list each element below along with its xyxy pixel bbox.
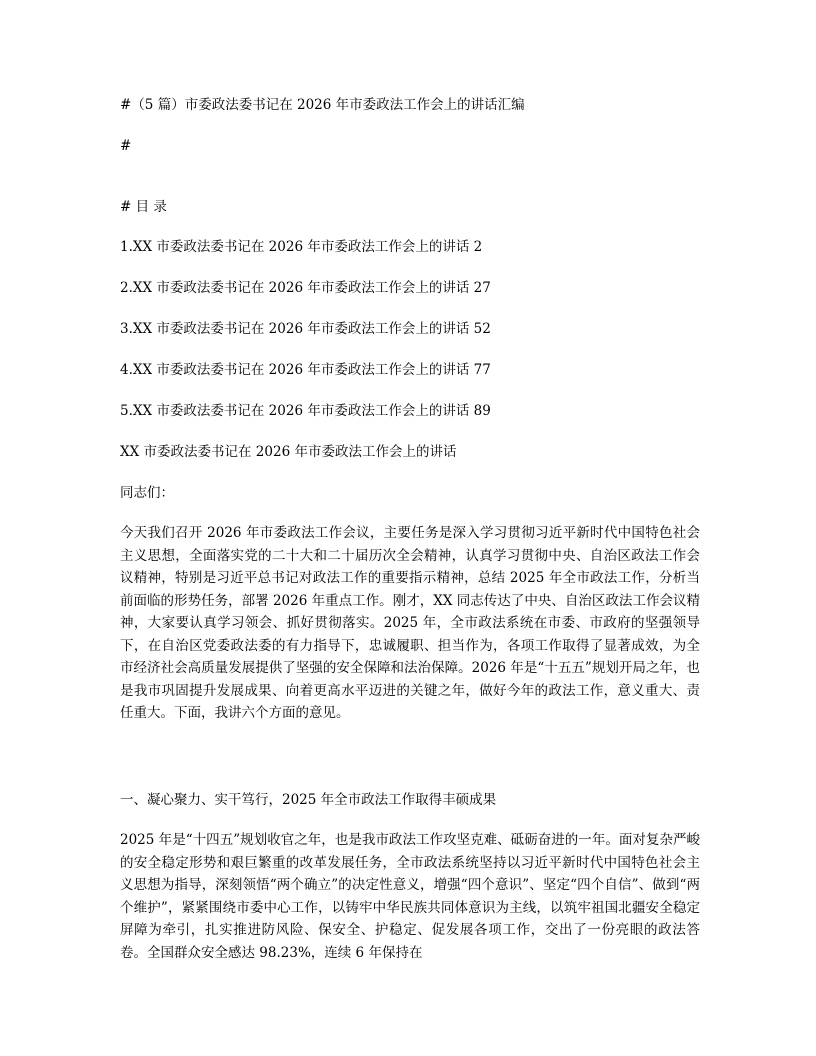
toc-item[interactable]: 2.XX 市委政法委书记在 2026 年市委政法工作会上的讲话 27 bbox=[120, 280, 491, 296]
toc-item[interactable]: 5.XX 市委政法委书记在 2026 年市委政法工作会上的讲话 89 bbox=[120, 403, 491, 419]
body-paragraph: 2025 年是“十四五”规划收官之年，也是我市政法工作攻坚克难、砥砺奋进的一年。面对复杂严峻的安全稳定形势和艰巨繁重的改革发展任务，全市政法系统坚持以习近平新时代中国特色社会主义思想为指导，深刻领悟“两个确立”的决定性意义，增强“四个意识”、坚定“四个自信”、做到“两个维护”，紧紧围绕市委中心工作，以铸牢中华民族共同体意识为主线，以筑牢祖国北疆安全稳定屏障为牵引，扎实推进防风险、保安全、护稳定、促发展各项工作，交出了一份亮眼的政法答卷。全国群众安全感达 98.23%，连续 6 年保持在 bbox=[120, 832, 700, 961]
document-title: #（5 篇）市委政法委书记在 2026 年市委政法工作会上的讲话汇编 bbox=[120, 97, 525, 113]
speech-title: XX 市委政法委书记在 2026 年市委政法工作会上的讲话 bbox=[120, 444, 457, 460]
toc-item[interactable]: 3.XX 市委政法委书记在 2026 年市委政法工作会上的讲话 52 bbox=[120, 321, 491, 337]
section-heading: 一、凝心聚力、实干笃行，2025 年全市政法工作取得丰硕成果 bbox=[120, 792, 497, 808]
body-paragraph: 今天我们召开 2026 年市委政法工作会议，主要任务是深入学习贯彻习近平新时代中国特色社会主义思想，全面落实党的二十大和二十届历次全会精神，认真学习贯彻中央、自治区政法工作会议精神，特别是习近平总书记对政法工作的重要指示精神，总结 2025 年全市政法工作，分析当前面临的形势任务，部署 2026 年重点工作。刚才，XX 同志传达了中央、自治区政法工作会议精神，大家要认真学习领会、抓好贯彻落实。2025 年，全市政法系统在市委、市政府的坚强领导下，在自治区党委政法委的有力指导下，忠诚履职、担当作为，各项工作取得了显著成效，为全市经济社会高质量发展提供了坚强的安全保障和法治保障。2026 年是“十五五”规划开局之年，也是我市巩固提升发展成果、向着更高水平迈进的关键之年，做好今年的政法工作，意义重大、责任重大。下面，我讲六个方面的意见。 bbox=[120, 525, 700, 721]
toc-heading: # 目 录 bbox=[120, 199, 167, 215]
toc-item[interactable]: 1.XX 市委政法委书记在 2026 年市委政法工作会上的讲话 2 bbox=[120, 239, 483, 255]
toc-item[interactable]: 4.XX 市委政法委书记在 2026 年市委政法工作会上的讲话 77 bbox=[120, 362, 491, 378]
salutation: 同志们： bbox=[120, 485, 174, 501]
hash-marker: # bbox=[120, 138, 132, 154]
